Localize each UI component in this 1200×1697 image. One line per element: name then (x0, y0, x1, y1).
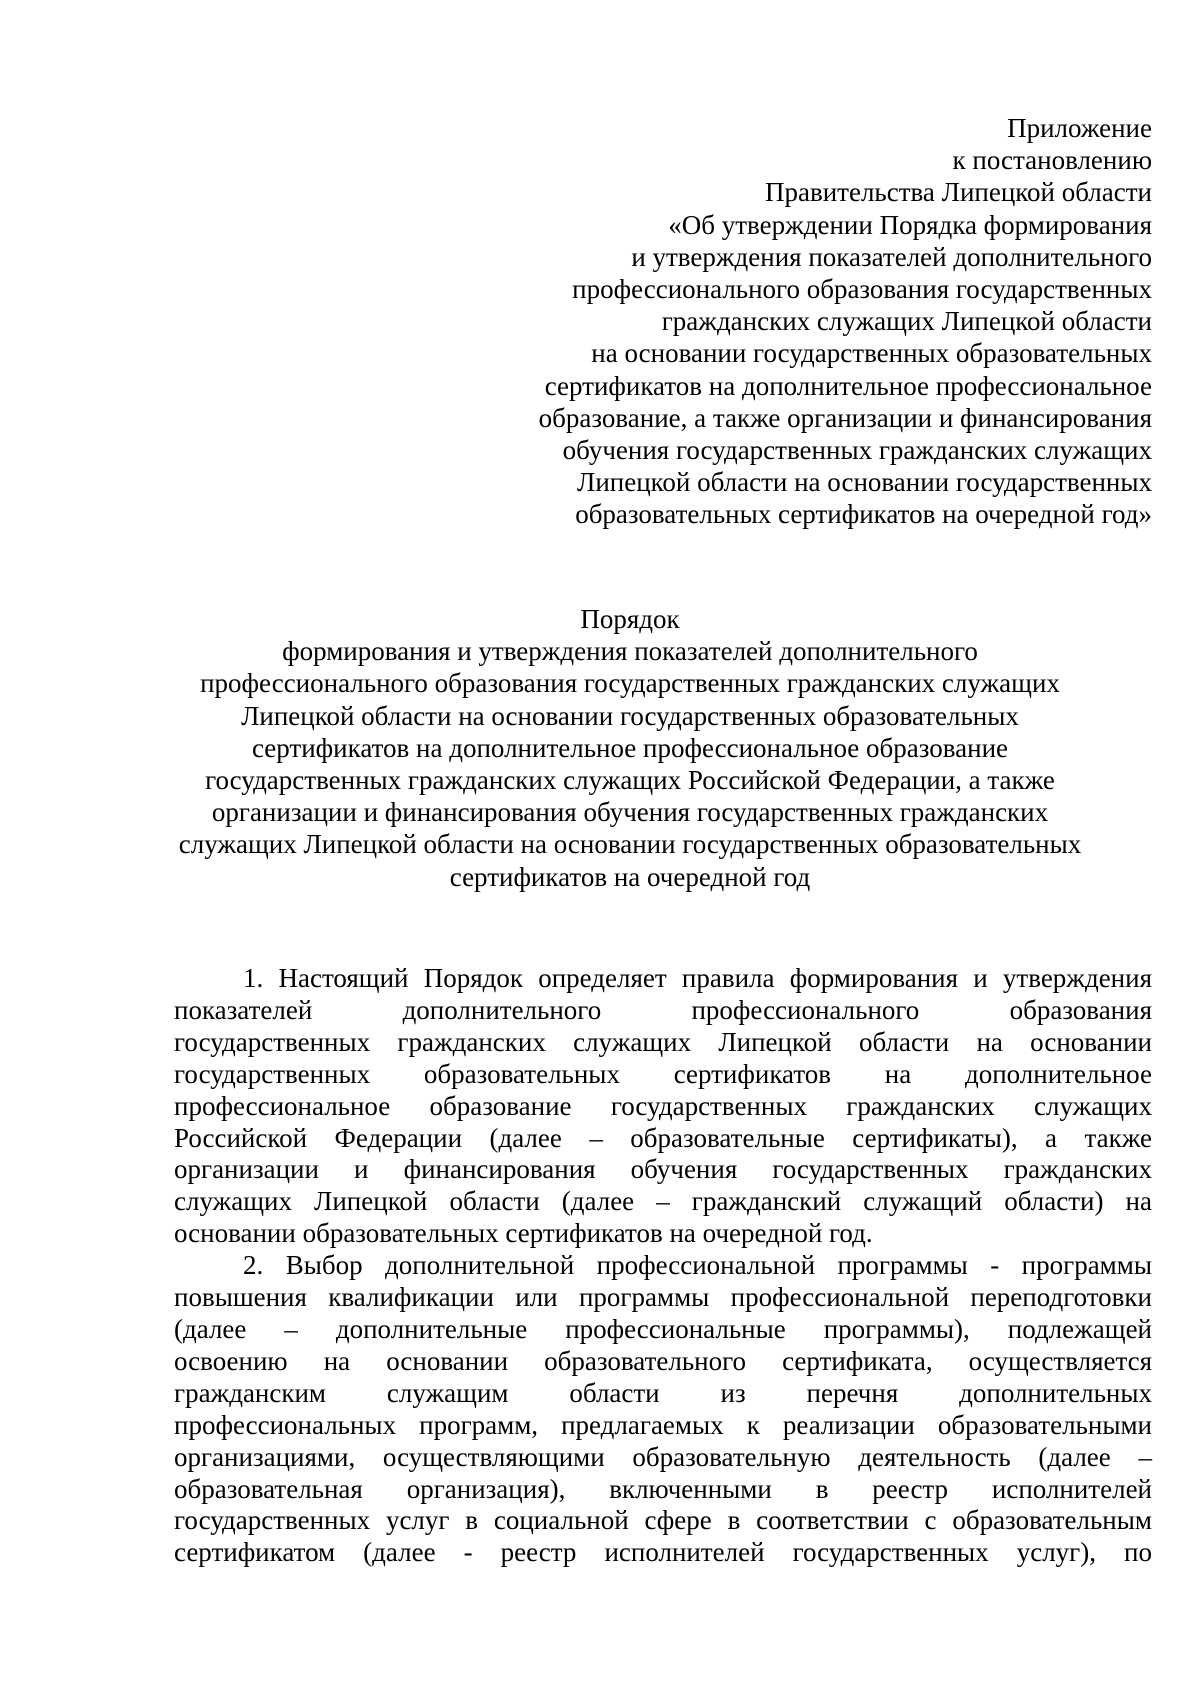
paragraph-line: Российской Федерации (далее – образовательные сертификаты), а также (174, 1122, 1152, 1153)
paragraph-line: освоению на основании образовательного сертификата, осуществляется (174, 1345, 1152, 1376)
paragraph-line: сертификатом (далее - реестр исполнителей государственных услуг), по (174, 1537, 1152, 1568)
appendix-line: Правительства Липецкой области (764, 177, 1152, 208)
title-line: сертификатов на очередной год (449, 861, 811, 892)
paragraph-line: государственных образовательных сертификатов на дополнительное (174, 1058, 1152, 1089)
title-heading: Порядок (580, 604, 680, 634)
paragraph-line: показателей дополнительного профессионального образования (174, 994, 1152, 1025)
paragraph-line: (далее – дополнительные профессиональные программы), подлежащей (174, 1313, 1152, 1344)
paragraph-line: основании образовательных сертификатов на очередной год. (174, 1218, 873, 1249)
paragraph-line: государственных гражданских служащих Липецкой области на основании (174, 1026, 1152, 1057)
paragraph-line: государственных услуг в социальной сфере в соответствии с образовательным (174, 1505, 1152, 1536)
paragraph-line: служащих Липецкой области (далее – гражданский служащий области) на (174, 1186, 1152, 1217)
appendix-line: на основании государственных образовательных (591, 338, 1152, 369)
title-line: государственных гражданских служащих Российской Федерации, а также (205, 765, 1055, 796)
title-line: профессионального образования государственных гражданских служащих (200, 668, 1060, 699)
appendix-line: Приложение (1007, 113, 1152, 143)
appendix-header (452, 112, 1152, 531)
document-title (130, 603, 1130, 893)
paragraph-line: профессиональных программ, предлагаемых к реализации образовательными (174, 1409, 1152, 1440)
title-line: организации и финансирования обучения государственных гражданских (211, 797, 1049, 828)
appendix-line: профессионального образования государственных (572, 274, 1152, 305)
paragraph-line: организациями, осуществляющими образовательную деятельность (далее – (174, 1441, 1152, 1472)
paragraph-line: образовательная организация), включенными в реестр исполнителей (174, 1473, 1152, 1504)
appendix-line: сертификатов на дополнительное профессиональное (544, 370, 1152, 401)
appendix-line: обучения государственных гражданских служащих (562, 435, 1152, 466)
appendix-line: и утверждения показателей дополнительного (631, 241, 1152, 272)
document-body (174, 963, 1152, 1569)
paragraph-line: профессиональное образование государственных гражданских служащих (174, 1090, 1152, 1121)
paragraph-line: организации и финансирования обучения государственных гражданских (174, 1154, 1152, 1185)
paragraph-line: 2. Выбор дополнительной профессиональной программы - программы (243, 1250, 1152, 1281)
title-line: Липецкой области на основании государственных образовательных (241, 700, 1019, 731)
paragraph-1 (174, 963, 1152, 1250)
appendix-line: образование, а также организации и финансирования (538, 402, 1152, 433)
paragraph-2 (174, 1250, 1152, 1569)
appendix-line: гражданских служащих Липецкой области (661, 306, 1152, 337)
appendix-line: образовательных сертификатов на очередной год» (575, 499, 1152, 530)
title-line: сертификатов на дополнительное профессиональное образование (251, 732, 1008, 763)
paragraph-line: повышения квалификации или программы профессиональной переподготовки (174, 1282, 1152, 1313)
appendix-line: Липецкой области на основании государственных (577, 467, 1152, 498)
appendix-line: к постановлению (952, 145, 1152, 176)
paragraph-line: 1. Настоящий Порядок определяет правила формирования и утверждения (243, 963, 1152, 993)
paragraph-line: гражданским служащим области из перечня дополнительных (174, 1377, 1152, 1408)
appendix-line: «Об утверждении Порядка формирования (668, 209, 1152, 240)
title-line: служащих Липецкой области на основании государственных образовательных (178, 829, 1082, 860)
title-line: формирования и утверждения показателей дополнительного (282, 636, 978, 667)
